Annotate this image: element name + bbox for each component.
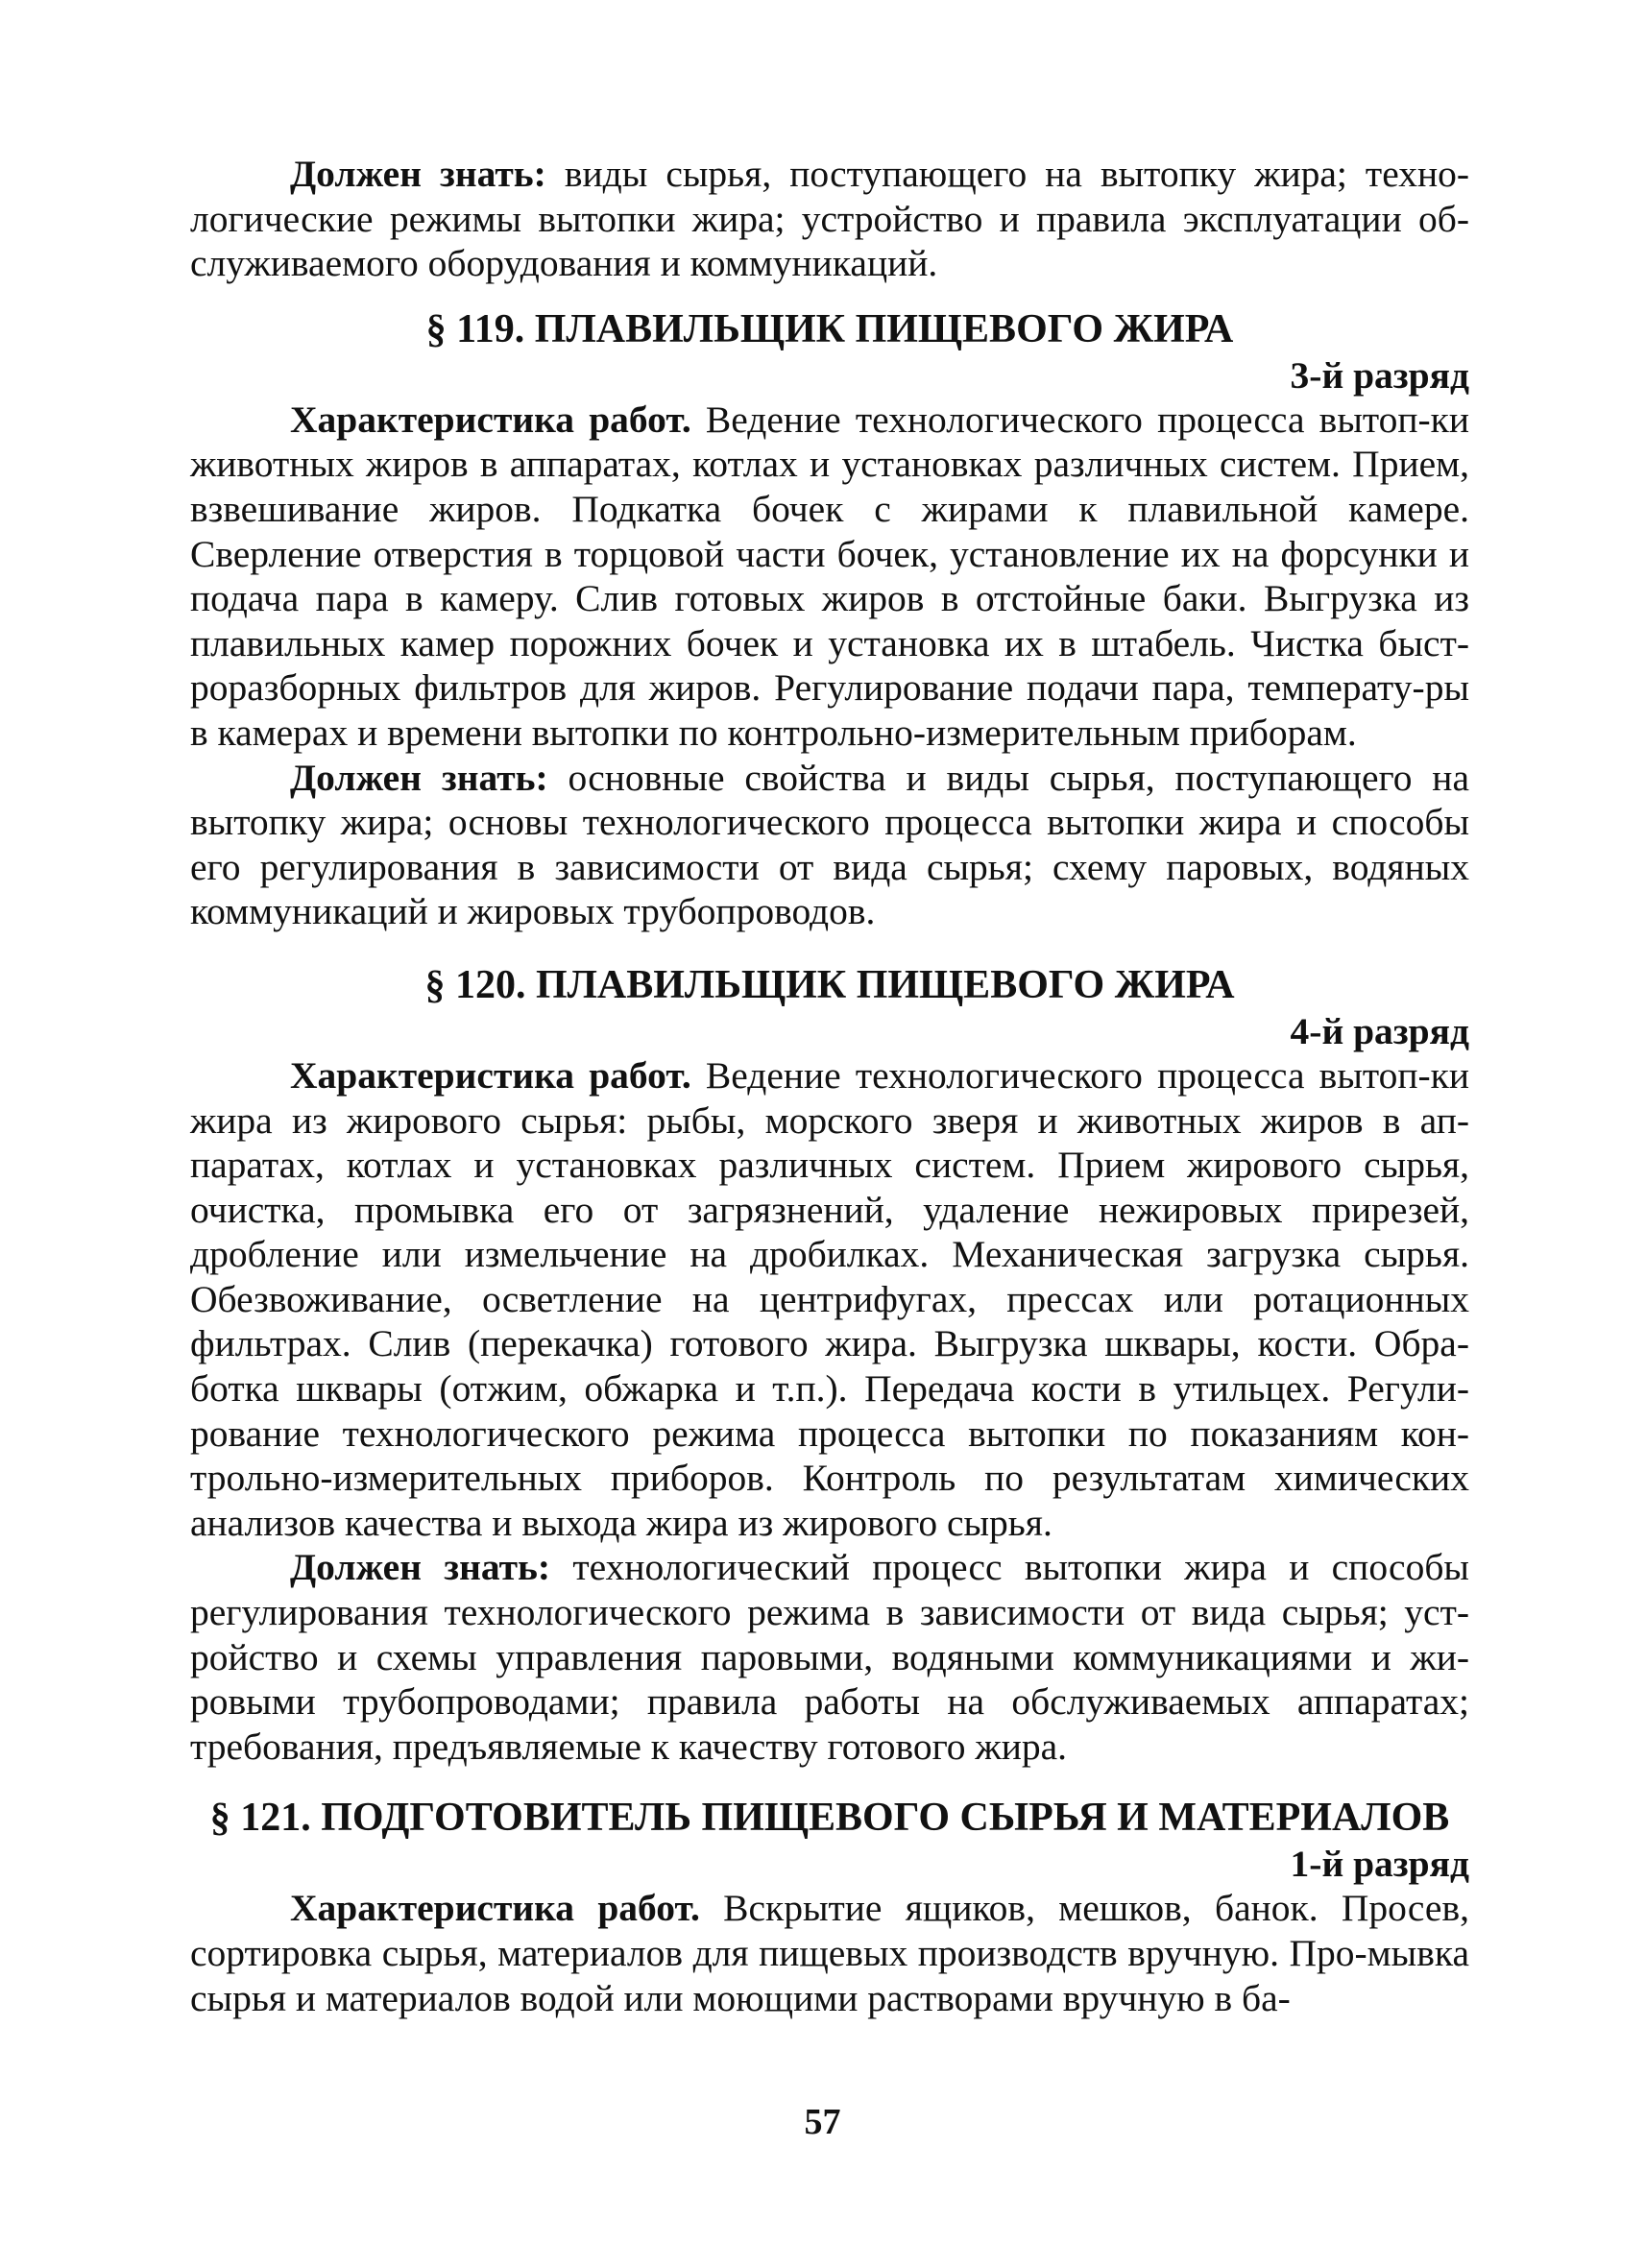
spacer [190,934,1469,961]
spacer [190,286,1469,305]
intro-paragraph [190,152,1469,286]
characteristics-label: Характеристика работ. [290,1887,700,1930]
page-number: 57 [804,2102,841,2142]
grade-label-120: 4-й разряд [1290,1009,1469,1052]
knowledge-text: основные свойства и виды сырья, поступающего на вытопку жира; основы технологического процесса вытопки жира и способы его регулирования в зависимости от вида сырья; схему паровых, водяных коммуникаций и жировых трубопроводов. [190,756,1469,933]
spacer [190,1769,1469,1794]
characteristics-text: Ведение технологического процесса вытоп-ки животных жиров в аппаратах, котлах и установках различных систем. Прием, взвешивание жиров. Подкатка бочек с жирами к плавильной камере. Сверление отверстия в торцовой части бочек, установление их на форсунки и подача пара в камеру. Слив готовых жиров в отстойные баки. Выгрузка из плавильных камер порожних бочек и установка их в штабель. Чистка быст-роразборных фильтров для жиров. Регулирование подачи пара, температу-ры в камерах и времени вытопки по контрольно-измерительным приборам. [190,398,1469,754]
knowledge-label: Должен знать: [290,756,548,799]
characteristics-label: Характеристика работ. [290,398,691,441]
characteristics-paragraph-119 [190,398,1469,756]
characteristics-text: Вскрытие ящиков, мешков, банок. Просев, сортировка сырья, материалов для пищевых производств вручную. Про-мывка сырья и материалов водой или моющими растворами вручную в ба- [190,1887,1469,2019]
grade-label-119: 3-й разряд [1290,353,1469,397]
grade-label-121: 1-й разряд [1290,1843,1469,1886]
knowledge-paragraph-119 [190,756,1469,934]
intro-text: виды сырья, поступающего на вытопку жира; техно-логические режимы вытопки жира; устройство и правила эксплуатации об-служиваемого оборудования и коммуникаций. [190,153,1469,285]
characteristics-paragraph-120 [190,1053,1469,1546]
intro-label: Должен знать: [290,153,546,195]
section-title-121: § 121. ПОДГОТОВИТЕЛЬ ПИЩЕВОГО СЫРЬЯ И МАТЕРИАЛОВ [209,1796,1450,1841]
characteristics-paragraph-121 [190,1886,1469,2020]
section-title-120: § 120. ПЛАВИЛЬЩИК ПИЩЕВОГО ЖИРА [424,962,1235,1007]
section-title-119: § 119. ПЛАВИЛЬЩИК ПИЩЕВОГО ЖИРА [425,306,1234,351]
characteristics-text: Ведение технологического процесса вытоп-ки жира из жирового сырья: рыбы, морского зверя и животных жиров в ап-паратах, котлах и установках различных систем. Прием жирового сырья, очистка, промывка его от загрязнений, удаление нежировых прирезей, дробление или измельчение на дробилках. Механическая загрузка сырья. Обезвоживание, осветление на центрифугах, прессах или ротационных фильтрах. Слив (перекачка) готового жира. Выгрузка шквары, кости. Обра-ботка шквары (отжим, обжарка и т.п.). Передача кости в утильцех. Регули-рование технологического режима процесса вытопки по показаниям кон-трольно-измерительных приборов. Контроль по результатам химических анализов качества и выхода жира из жирового сырья. [190,1053,1469,1544]
characteristics-label: Характеристика работ. [290,1053,691,1097]
page-body [190,152,1469,2020]
knowledge-label: Должен знать: [290,1546,551,1589]
knowledge-paragraph-120 [190,1545,1469,1769]
knowledge-text: технологический процесс вытопки жира и способы регулирования технологического режима в зависимости от вида сырья; уст-ройство и схемы управления паровыми, водяными коммуникациями и жи-ровыми трубопроводами; правила работы на обслуживаемых аппаратах; требования, предъявляемые к качеству готового жира. [190,1546,1469,1768]
